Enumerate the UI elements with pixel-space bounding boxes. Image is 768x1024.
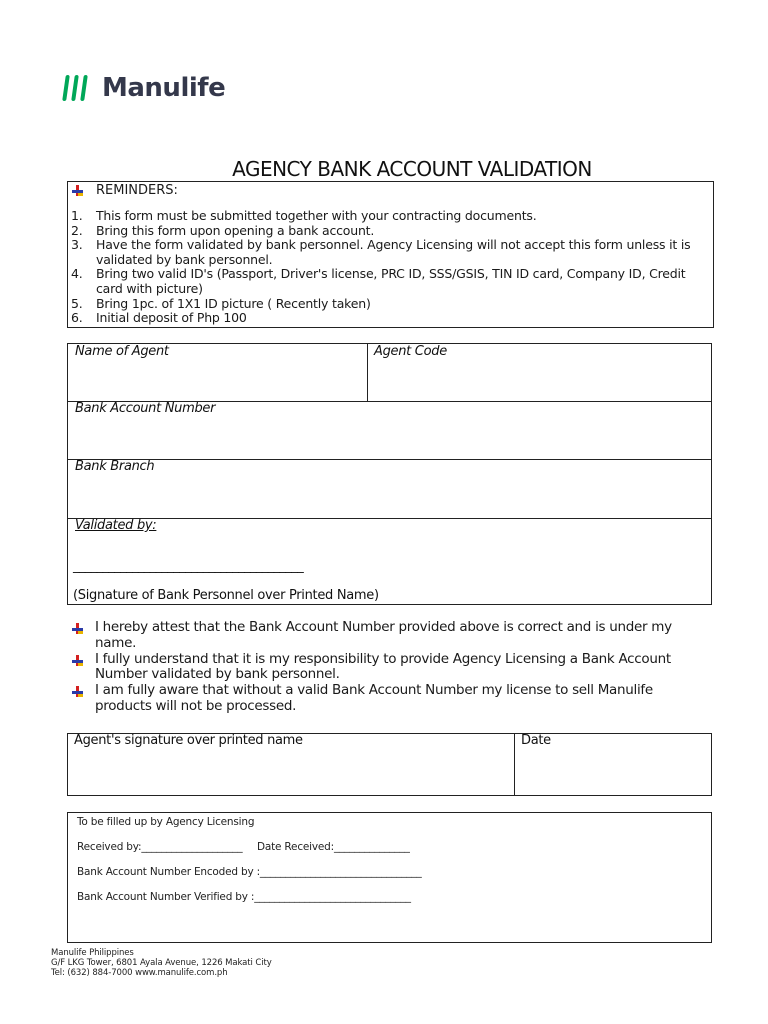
list-item xyxy=(71,224,707,239)
received-by-field: Received by:____________________ xyxy=(77,841,243,853)
list-item xyxy=(72,683,712,715)
footer-address-line: G/F LKG Tower, 6801 Ayala Avenue, 1226 Makati City xyxy=(51,958,272,968)
encoded-by-field: Bank Account Number Encoded by :________________________________ xyxy=(77,866,422,878)
list-item xyxy=(71,209,707,224)
list-item-text: Bring 1pc. of 1X1 ID picture ( Recently taken) xyxy=(96,295,371,311)
list-item xyxy=(71,267,707,296)
bullet-icon xyxy=(72,686,83,697)
attestation-text: I fully understand that it is my responsibility to provide Agency Licensing a Bank Account Number validated by bank personnel. xyxy=(95,650,671,683)
list-item xyxy=(71,297,707,312)
list-item xyxy=(72,652,712,684)
page-title: AGENCY BANK ACCOUNT VALIDATION xyxy=(232,157,592,181)
verified-by-field: Bank Account Number Verified by :_______________________________ xyxy=(77,891,411,903)
manulife-logo xyxy=(64,72,225,104)
signature-caption: (Signature of Bank Personnel over Printed Name) xyxy=(73,588,379,603)
date-label: Date xyxy=(521,733,551,748)
list-item-number: 3. xyxy=(71,237,83,253)
list-item-number: 5. xyxy=(71,295,83,311)
brand-name: Manulife xyxy=(102,73,226,103)
footer-address xyxy=(51,948,272,978)
list-item-number: 6. xyxy=(71,310,83,326)
list-item-text: Bring two valid ID's (Passport, Driver's license, PRC ID, SSS/GSIS, TIN ID card, Company ID, Credit card with picture) xyxy=(96,266,686,296)
signature-box xyxy=(67,733,712,796)
agency-licensing-box xyxy=(67,812,712,943)
list-item-text: This form must be submitted together with your contracting documents. xyxy=(96,208,537,223)
signature-line: _______________________________________ xyxy=(73,559,304,574)
bank-branch-label: Bank Branch xyxy=(75,459,155,474)
reminders-heading xyxy=(72,183,178,198)
reminders-heading-text: REMINDERS: xyxy=(96,183,178,198)
bullet-icon xyxy=(72,655,83,666)
divider xyxy=(514,734,515,795)
attestation-list xyxy=(72,620,712,715)
agent-info-table xyxy=(67,343,712,605)
footer-contact: Tel: (632) 884-7000 www.manulife.com.ph xyxy=(51,968,228,978)
list-item-number: 1. xyxy=(71,208,83,223)
list-item-text: Initial deposit of Php 100 xyxy=(96,310,247,326)
bullet-icon xyxy=(72,185,83,196)
list-item xyxy=(72,620,712,652)
name-of-agent-label: Name of Agent xyxy=(75,344,169,359)
bullet-icon xyxy=(72,623,83,634)
manulife-logo-mark-icon xyxy=(64,75,86,101)
validated-by-label: Validated by: xyxy=(75,518,157,533)
date-received-field: Date Received:_______________ xyxy=(257,841,410,853)
list-item xyxy=(71,311,707,326)
licensing-heading: To be filled up by Agency Licensing xyxy=(77,816,255,828)
list-item-number: 2. xyxy=(71,222,83,238)
reminders-list xyxy=(71,209,707,326)
reminders-box xyxy=(67,181,714,328)
divider xyxy=(367,344,368,401)
agent-code-label: Agent Code xyxy=(374,344,447,359)
list-item-text: Have the form validated by bank personnel. Agency Licensing will not accept this form unless it is validated by bank personnel. xyxy=(96,237,691,267)
list-item xyxy=(71,238,707,267)
divider xyxy=(68,518,711,519)
attestation-text: I am fully aware that without a valid Bank Account Number my license to sell Manulife products will not be processed. xyxy=(95,682,653,714)
attestation-text: I hereby attest that the Bank Account Number provided above is correct and is under my name. xyxy=(95,619,672,651)
footer-company: Manulife Philippines xyxy=(51,948,134,958)
list-item-number: 4. xyxy=(71,266,83,282)
bank-account-number-label: Bank Account Number xyxy=(75,401,216,416)
list-item-text: Bring this form upon opening a bank account. xyxy=(96,222,375,238)
agent-signature-label: Agent's signature over printed name xyxy=(74,733,303,748)
divider xyxy=(68,459,711,460)
